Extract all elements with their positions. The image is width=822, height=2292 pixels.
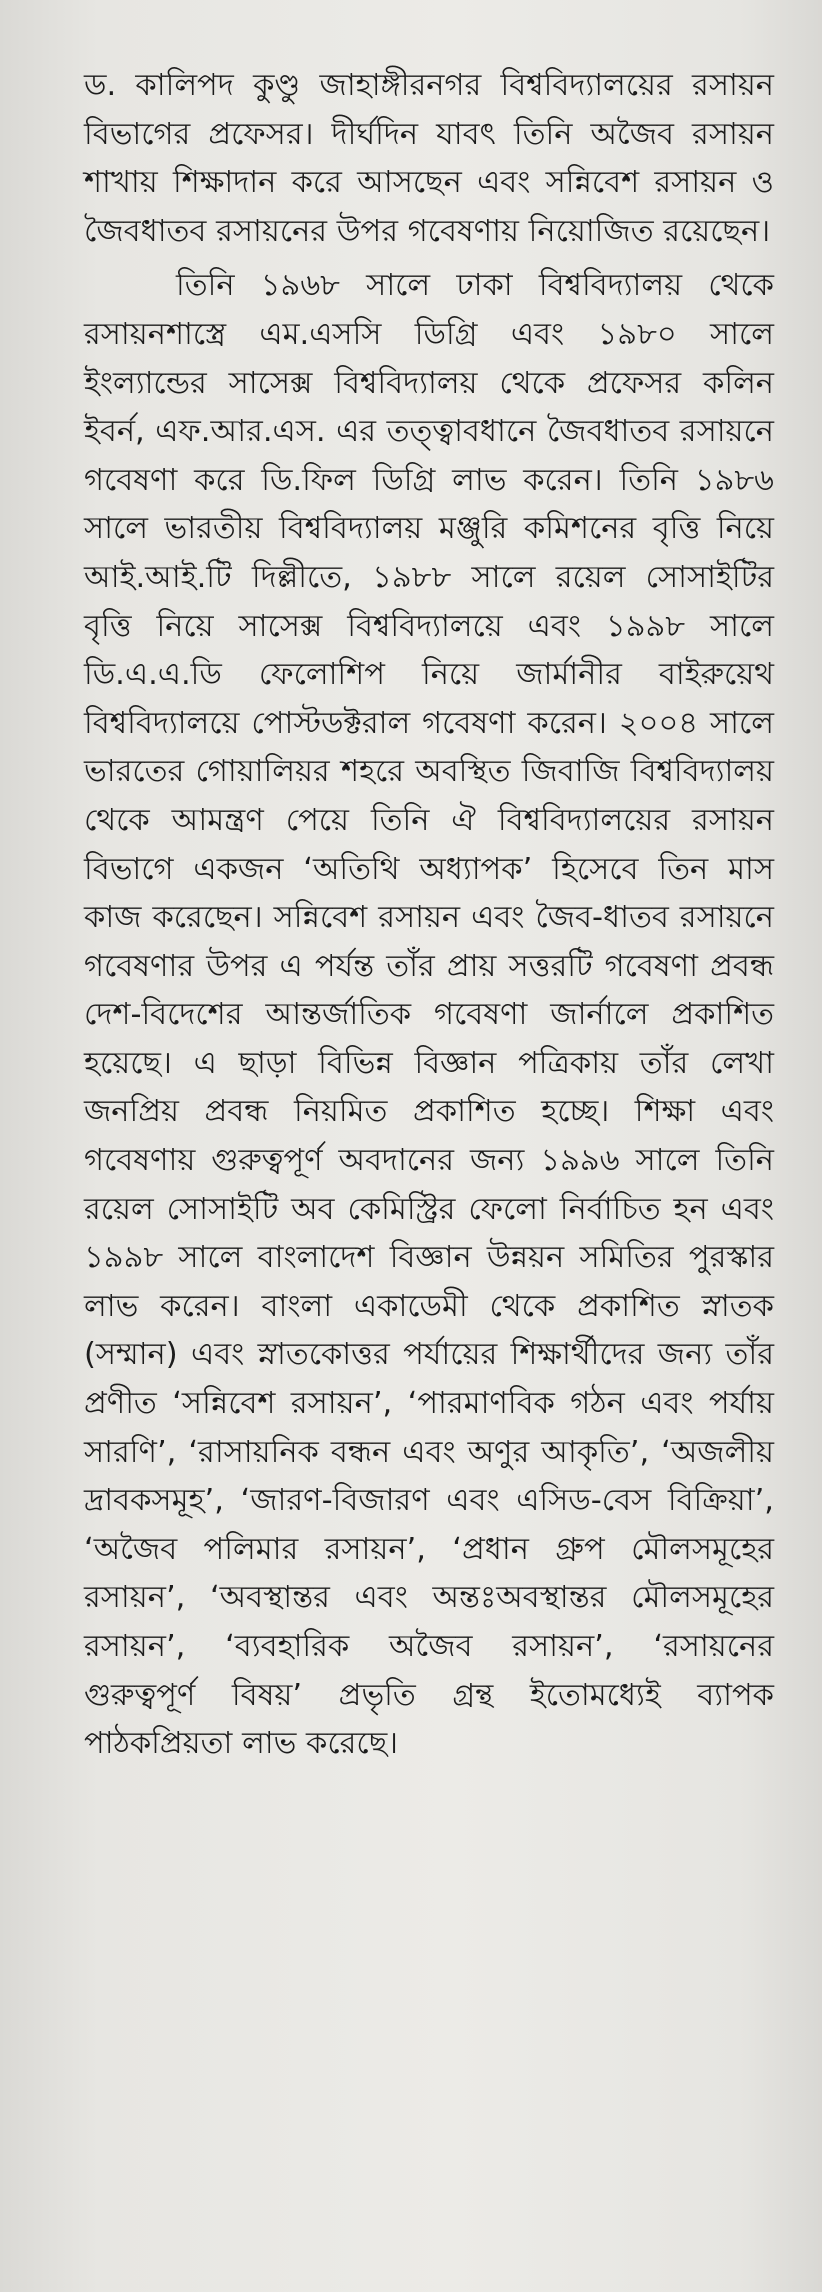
bio-paragraph-1: ড. কালিপদ কুণ্ডু জাহাঙ্গীরনগর বিশ্ববিদ্যালয়ের রসায়ন বিভাগের প্রফেসর। দীর্ঘদিন যাবৎ তিনি অজৈব রসায়ন শাখায় শিক্ষাদান করে আসছেন এবং সন্নিবেশ রসায়ন ও জৈবধাতব রসায়নের উপর গবেষণায় নিয়োজিত রয়েছেন। [84,68,774,249]
bio-paragraph-2: তিনি ১৯৬৮ সালে ঢাকা বিশ্ববিদ্যালয় থেকে রসায়নশাস্ত্রে এম.এসসি ডিগ্রি এবং ১৯৮০ সালে ইংল্যান্ডের সাসেক্স বিশ্ববিদ্যালয় থেকে প্রফেসর কলিন ইবর্ন, এফ.আর.এস. এর তত্ত্বাবধানে জৈবধাতব রসায়নে গবেষণা করে ডি.ফিল ডিগ্রি লাভ করেন। তিনি ১৯৮৬ সালে ভারতীয় বিশ্ববিদ্যালয় মঞ্জুরি কমিশনের বৃত্তি নিয়ে আই.আই.টি দিল্লীতে, ১৯৮৮ সালে রয়েল সোসাইটির বৃত্তি নিয়ে সাসেক্স বিশ্ববিদ্যালয়ে এবং ১৯৯৮ সালে ডি.এ.এ.ডি ফেলোশিপ নিয়ে জার্মানীর বাইরুয়েথ বিশ্ববিদ্যালয়ে পোস্টডক্টরাল গবেষণা করেন। ২০০৪ সালে ভারতের গোয়ালিয়র শহরে অবস্থিত জিবাজি বিশ্ববিদ্যালয় থেকে আমন্ত্রণ পেয়ে তিনি ঐ বিশ্ববিদ্যালয়ের রসায়ন বিভাগে একজন ‘অতিথি অধ্যাপক’ হিসেবে তিন মাস কাজ করেছেন। সন্নিবেশ রসায়ন এবং জৈব-ধাতব রসায়নে গবেষণার উপর এ পর্যন্ত তাঁর প্রায় সত্তরটি গবেষণা প্রবন্ধ দেশ-বিদেশের আন্তর্জাতিক গবেষণা জার্নালে প্রকাশিত হয়েছে। এ ছাড়া বিভিন্ন বিজ্ঞান পত্রিকায় তাঁর লেখা জনপ্রিয় প্রবন্ধ নিয়মিত প্রকাশিত হচ্ছে। শিক্ষা এবং গবেষণায় গুরুত্বপূর্ণ অবদানের জন্য ১৯৯৬ সালে তিনি রয়েল সোসাইটি অব কেমিস্ট্রির ফেলো নির্বাচিত হন এবং ১৯৯৮ সালে বাংলাদেশ বিজ্ঞান উন্নয়ন সমিতির পুরস্কার লাভ করেন। বাংলা একাডেমী থেকে প্রকাশিত স্নাতক (সম্মান) এবং স্নাতকোত্তর পর্যায়ের শিক্ষার্থীদের জন্য তাঁর প্রণীত ‘সন্নিবেশ রসায়ন’, ‘পারমাণবিক গঠন এবং পর্যায় সারণি’, ‘রাসায়নিক বন্ধন এবং অণুর আকৃতি’, ‘অজলীয় দ্রাবকসমূহ’, ‘জারণ-বিজারণ এবং এসিড-বেস বিক্রিয়া’, ‘অজৈব পলিমার রসায়ন’, ‘প্রধান গ্রুপ মৌলসমূহের রসায়ন’, ‘অবস্থান্তর এবং অন্তঃঅবস্থান্তর মৌলসমূহের রসায়ন’, ‘ব্যবহারিক অজৈব রসায়ন’, ‘রসায়নের গুরুত্বপূর্ণ বিষয়’ প্রভৃতি গ্রন্থ ইতোমধ্যেই ব্যাপক পাঠকপ্রিয়তা লাভ করেছে। [84,268,774,1762]
author-bio-text [84,62,774,1769]
